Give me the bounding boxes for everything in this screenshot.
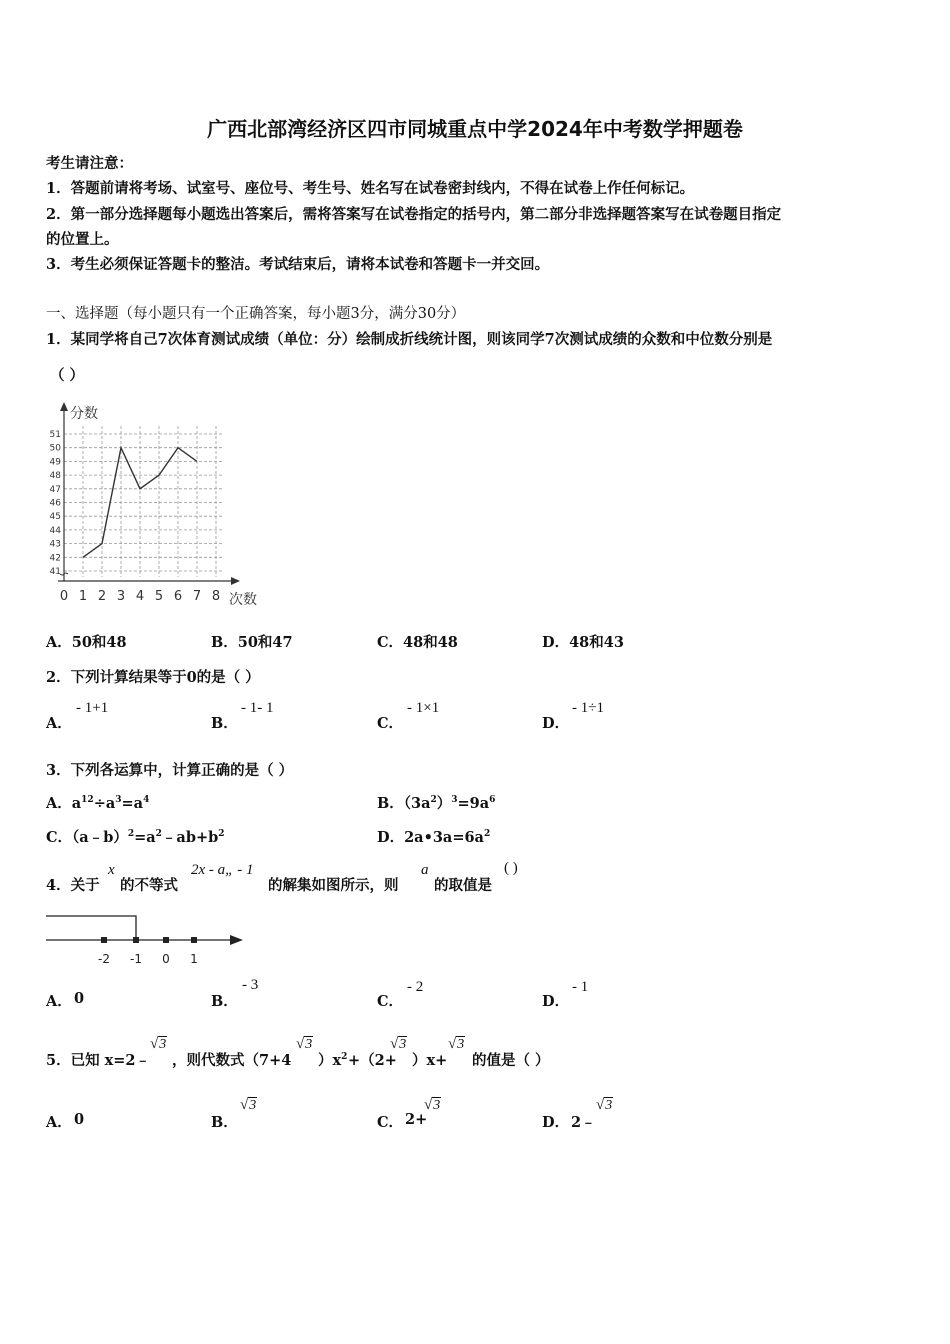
q2-option-d-label: D．: [542, 715, 570, 732]
chart-x-tick-label: 7: [192, 589, 202, 604]
q3-option-d: D．$2a•3a=6a^2$: [377, 829, 491, 846]
q5-option-a-value: 0: [74, 1111, 85, 1128]
notice-item-2: 2．第一部分选择题每小题选出答案后，需将答案写在试卷指定的括号内，第二部分非选择题答案写在试卷题目指定: [46, 206, 782, 223]
q5-option-d-value: 2﹣: [571, 1114, 596, 1131]
chart-y-tick-label: 48: [49, 471, 61, 482]
q5-sqrt-3: √3: [296, 1036, 313, 1052]
q1-option-d: D．48和43: [542, 634, 624, 651]
q2-option-a-label: A．: [46, 715, 72, 732]
chart-x-arrow-icon: [231, 577, 240, 585]
q3-option-a: A．$a^{12}\div a^3=a^4$: [46, 795, 150, 812]
q5-stem-a: 5．已知 x=2﹣: [46, 1052, 151, 1069]
chart-x-tick-label: 3: [116, 589, 126, 604]
q5-option-b-sqrt: √3: [240, 1097, 257, 1113]
chart-y-arrow-icon: [60, 402, 68, 411]
q5-option-d-label: D．: [542, 1114, 570, 1131]
q5-sqrt-3: √3: [150, 1036, 167, 1052]
notice-heading: 考生请注意：: [46, 155, 133, 172]
solution-set-bracket: [46, 916, 136, 940]
q5-stem-f: 的值是（ ）: [472, 1052, 550, 1069]
chart-y-tick-label: 47: [49, 484, 61, 495]
tick-label: -1: [130, 952, 142, 966]
chart-y-tick-label: 46: [49, 498, 61, 509]
q4-option-d-value: - 1: [572, 979, 589, 995]
q1-option-c: C．48和48: [377, 634, 458, 651]
q4-stem-b: 的不等式: [120, 877, 178, 894]
page-title: 广西北部湾经济区四市同城重点中学2024年中考数学押题卷: [207, 117, 743, 141]
q4-option-b-label: B．: [211, 993, 238, 1010]
q2-option-a-expr: - 1+1: [76, 700, 109, 716]
tick-label: 1: [190, 952, 198, 966]
q5-stem-c: ）$x^2$: [318, 1052, 348, 1069]
chart-x-tick-label: 2: [97, 589, 107, 604]
q4-var-x: x: [108, 862, 115, 878]
chart-y-tick-label: 51: [49, 430, 61, 440]
chart-x-tick-label: 0: [59, 589, 69, 604]
q5-sqrt-3: √3: [390, 1036, 407, 1052]
q5-option-c-sqrt: √3: [424, 1097, 441, 1113]
q2-option-b-label: B．: [211, 715, 238, 732]
q4-paren: ( ): [504, 860, 518, 876]
chart-axis-break: [60, 573, 68, 575]
notice-item-3: 3．考生必须保证答题卡的整洁。考试结束后，请将本试卷和答题卡一并交回。: [46, 256, 550, 273]
chart-y-tick-label: 50: [49, 443, 61, 454]
notice-item-1: 1．答题前请将考场、试室号、座位号、考生号、姓名写在试卷密封线内，不得在试卷上作任何标记。: [46, 180, 695, 197]
q2-stem: 2．下列计算结果等于0的是（ ）: [46, 669, 260, 686]
q2-option-b-expr: - 1- 1: [241, 700, 274, 716]
notice-item-2-cont: 的位置上。: [46, 231, 119, 248]
q4-option-b-value: - 3: [242, 977, 259, 993]
chart-y-tick-label: 49: [49, 457, 61, 468]
chart-y-tick-label: 43: [49, 539, 61, 550]
tick-label: -2: [98, 952, 110, 966]
q5-sqrt-3: √3: [448, 1036, 465, 1052]
q4-number-line: [40, 905, 250, 970]
q5-stem-d: +（2+: [348, 1052, 397, 1069]
chart-y-axis-label: 分数: [70, 406, 98, 422]
section-heading: 一、选择题（每小题只有一个正确答案，每小题3分，满分30分）: [46, 306, 466, 322]
q4-stem-d: 的取值是: [434, 877, 492, 894]
q1-paren: （ ）: [50, 367, 85, 384]
chart-x-tick-label: 4: [135, 589, 145, 604]
q3-option-b: B．$(3a^2)^3=9a^6$: [377, 795, 496, 812]
chart-y-tick-label: 42: [49, 553, 61, 564]
q4-option-d-label: D．: [542, 993, 570, 1010]
q5-option-c-label: C．: [377, 1114, 404, 1131]
q3-option-c: C．$(a﹣b)^2=a^2﹣ab+b^2$: [46, 829, 225, 846]
tick-label: 0: [162, 952, 170, 966]
chart-y-tick-label: 41: [49, 567, 61, 577]
q1-option-b: B．50和47: [211, 634, 293, 651]
q5-option-d-sqrt: √3: [596, 1097, 613, 1113]
q5-option-c-value: 2+: [405, 1111, 428, 1128]
q2-option-d-expr: - 1÷1: [572, 700, 604, 716]
chart-y-tick-label: 44: [49, 525, 61, 536]
q2-option-c-label: C．: [377, 715, 404, 732]
q5-stem-e: ）x+: [412, 1052, 448, 1069]
number-line-arrow-icon: [230, 935, 243, 945]
tick-mark: [133, 937, 139, 943]
q5-option-b-label: B．: [211, 1114, 238, 1131]
q1-line-chart: [40, 398, 270, 610]
q1-stem: 1．某同学将自己7次体育测试成绩（单位：分）绘制成折线统计图，则该同学7次测试成绩的众数和中位数分别是: [46, 331, 773, 348]
q4-stem-c: 的解集如图所示，则: [268, 877, 399, 894]
chart-x-tick-label: 1: [78, 589, 88, 604]
q5-option-a-label: A．: [46, 1114, 72, 1131]
q5-stem-b: ，则代数式（7+4: [172, 1052, 292, 1069]
q4-option-c-value: - 2: [407, 979, 424, 995]
chart-y-tick-label: 45: [49, 512, 61, 523]
q4-option-a-label: A．: [46, 993, 72, 1010]
q3-stem: 3．下列各运算中，计算正确的是（ ）: [46, 762, 294, 779]
chart-x-tick-label: 8: [211, 589, 221, 604]
q2-option-c-expr: - 1×1: [407, 700, 440, 716]
tick-mark: [163, 937, 169, 943]
chart-x-tick-label: 5: [154, 589, 164, 604]
q4-stem-a: 4．关于: [46, 877, 100, 894]
chart-tick-labels: [50, 430, 221, 604]
tick-mark: [101, 937, 107, 943]
q4-inequality: 2x - a„ - 1: [191, 862, 254, 878]
chart-x-axis-label: 次数: [229, 592, 257, 608]
q1-option-a: A．50和48: [46, 634, 127, 651]
q4-var-a: a: [421, 862, 429, 878]
tick-mark: [191, 937, 197, 943]
q4-option-a-value: 0: [74, 990, 85, 1007]
q4-option-c-label: C．: [377, 993, 404, 1010]
chart-x-tick-label: 6: [173, 589, 183, 604]
